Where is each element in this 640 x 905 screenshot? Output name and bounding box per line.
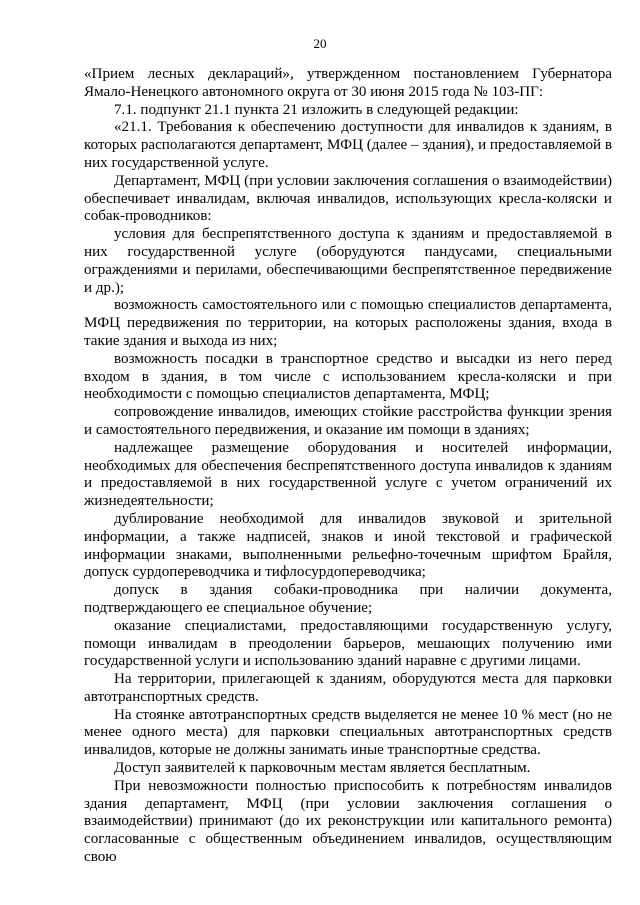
paragraph-braille: дублирование необходимой для инвалидов звуковой и зрительной информации, а также надписей, знаков и иной текстовой и графической информации знаками, выполненными рельефно-точечным шрифтом Брайля, допуск сурдопереводчика и тифлосурдопереводчика; — [84, 510, 612, 581]
paragraph-intro: «Прием лесных деклараций», утвержденном постановлением Губернатора Ямало-Ненецкого автономного округа от 30 июня 2015 года № 103-ПГ: — [84, 66, 612, 100]
paragraph-21-1: «21.1. Требования к обеспечению доступности для инвалидов к зданиям, в которых располагаются департамент, МФЦ (далее – здания), и предоставляемой в них государственной услуге. — [84, 119, 613, 171]
paragraph-equipment: надлежащее размещение оборудования и носителей информации, необходимых для обеспечения беспрепятственного доступа инвалидов к зданиям и предоставляемой в них государственной услуге с учетом ограничений их жизнедеятельности; — [84, 439, 612, 510]
document-body — [84, 66, 612, 867]
paragraph-adaptation: При невозможности полностью приспособить к потребностям инвалидов здания департамент, МФЦ (при условии заключения соглашения о взаимодействии) принимают (до их реконструкции или капитального ремонта) согласованные с общественным объединением инвалидов, осуществляющим свою — [84, 777, 612, 866]
paragraph-department: Департамент, МФЦ (при условии заключения соглашения о взаимодействии) обеспечивает инвалидам, включая инвалидов, использующих кресла-коляски и собак-проводников: — [84, 172, 612, 225]
paragraph-parking-free: Доступ заявителей к парковочным местам является бесплатным. — [114, 760, 531, 777]
paragraph-parking-quota: На стоянке автотранспортных средств выделяется не менее 10 % мест (но не менее одного места) для парковки специальных автотранспортных средств инвалидов, которые не должны занимать иные транспортные средства. — [84, 706, 612, 759]
paragraph-assistance: оказание специалистами, предоставляющими государственную услугу, помощи инвалидам в преодолении барьеров, мешающих получению ими государственной услуги и использованию зданий наравне с другими лицами. — [84, 617, 612, 670]
paragraph-guide-dog: допуск в здания собаки-проводника при наличии документа, подтверждающего ее специальное обучение; — [84, 582, 612, 616]
paragraph-movement: возможность самостоятельного или с помощью специалистов департамента, МФЦ передвижения по территории, на которых расположены здания, входа в такие здания и выхода из них; — [84, 297, 612, 349]
paragraph-transport: возможность посадки в транспортное средство и высадки из него перед входом в здания, в том числе с использованием кресла-коляски и при необходимости с помощью специалистов департамента, МФЦ; — [84, 350, 612, 403]
paragraph-7-1: 7.1. подпункт 21.1 пункта 21 изложить в следующей редакции: — [114, 101, 519, 118]
page-number: 20 — [313, 36, 327, 51]
paragraph-escort: сопровождение инвалидов, имеющих стойкие расстройства функции зрения и самостоятельного передвижения, и оказание им помощи в зданиях; — [84, 404, 612, 438]
paragraph-access-conditions: условия для беспрепятственного доступа к зданиям и предоставляемой в них государственной услуге (оборудуются пандусами, специальными ограждениями и перилами, обеспечивающими беспрепятственное передвижение и др.); — [84, 226, 612, 296]
paragraph-parking-area: На территории, прилегающей к зданиям, оборудуются места для парковки автотранспортных средств. — [84, 671, 612, 705]
